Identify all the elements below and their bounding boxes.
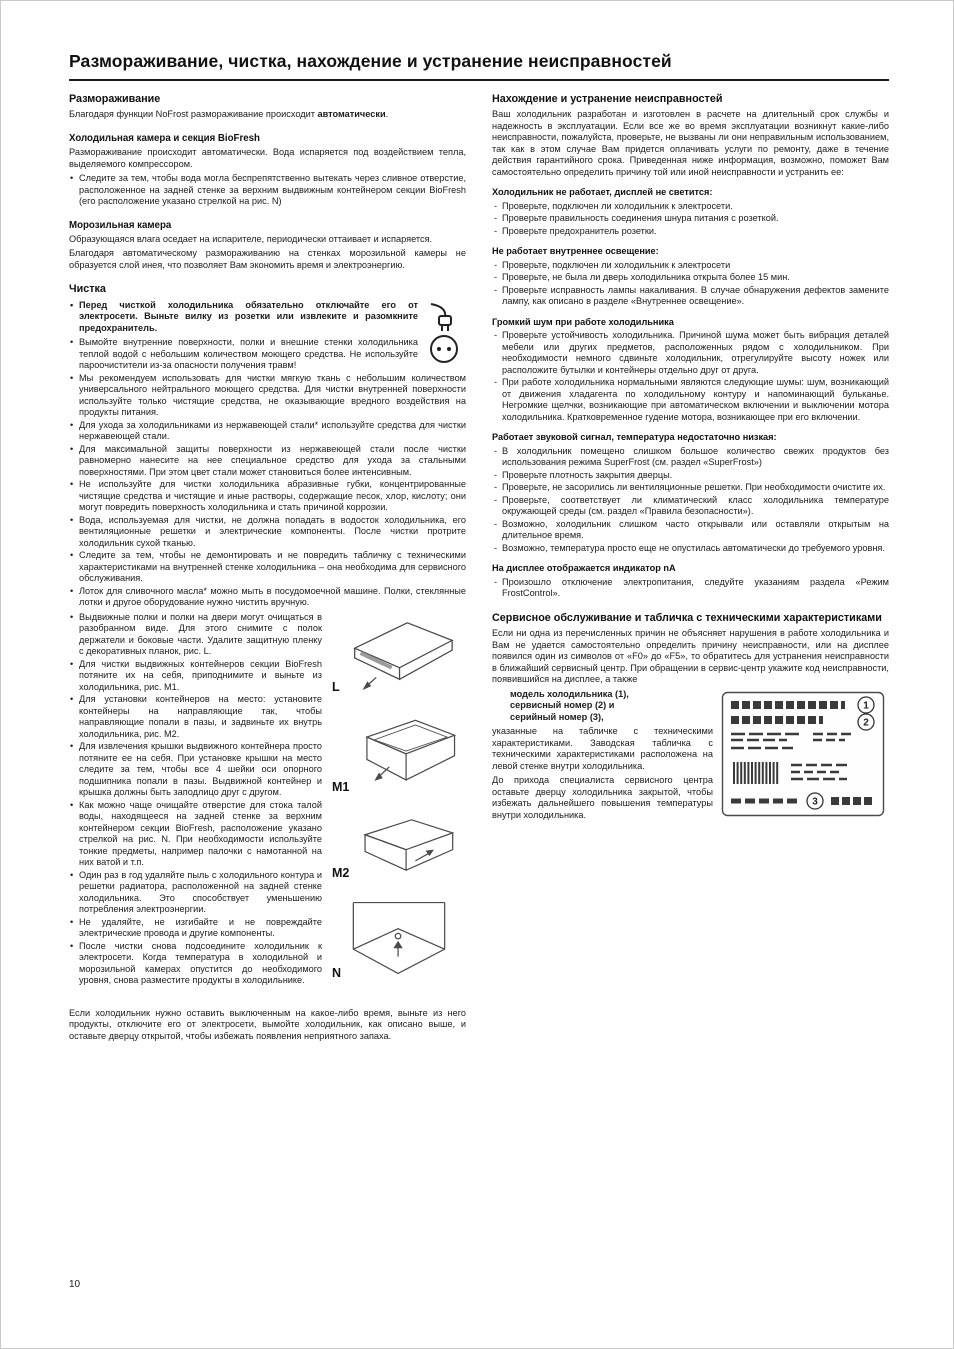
figure-rating-plate xyxy=(721,691,889,817)
service-paragraph-3: До прихода специалиста сервисного центра оставьте дверцу холодильника закрытой, чтобы избежать дальнейшего повышения температуры внутри холодильника. xyxy=(492,775,713,820)
heading-freezer: Морозильная камера xyxy=(69,219,172,231)
heading-service: Сервисное обслуживание и табличка с техническими характеристиками xyxy=(492,611,882,624)
heading-no-light: Не работает внутреннее освещение: xyxy=(492,246,659,257)
bullet-item: • Вымойте внутренние поверхности, полки и внешние стенки холодильника теплой водой с небольшим количеством моющего средства. Не используйте пароочистители из-за опасности получения травм! xyxy=(69,337,466,372)
two-column-layout xyxy=(69,90,889,1045)
bullet-item: - Проверьте, не была ли дверь холодильника открыта более 15 мин. xyxy=(492,272,889,284)
bullet-item: • Для установки контейнеров на место: установите контейнеры на направляющие так, чтобы направляющие попали в пазы, и задвиньте их внутрь холодильника, рис. М2. xyxy=(69,694,466,740)
bullet-item: • Для ухода за холодильниками из нержавеющей стали* используйте средства для чистки нержавеющей стали. xyxy=(69,420,466,443)
heading-troubleshooting: Нахождение и устранение неисправностей xyxy=(492,93,723,105)
fridge-paragraph: Размораживание происходит автоматически. Вода испаряется под воздействием тепла, выделяемого компрессором. xyxy=(69,147,466,169)
bullet-item: • Для извлечения крышки выдвижного контейнера просто потяните ее на себя. При установке крышки на место следите за тем, чтобы все 4 шейки оси опорного подшипника попали в пазы. Выдвижной контейнер и крышка должны быть заподлицо друг с другом. xyxy=(69,741,466,799)
page-title: Размораживание, чистка, нахождение и устранение неисправностей xyxy=(69,51,889,81)
freezer-paragraph-2: Благодаря автоматическому размораживанию на стенках морозильной камеры не образуется слой инея, что позволяет Вам экономить время и электроэнергию. xyxy=(69,248,466,270)
troubleshooting-intro: Ваш холодильник разработан и изготовлен в расчете на длительный срок службы и надежность в эксплуатации. Если все же во время эксплуатации возникнут какие-либо неисправности, пожалуйста, проверьте, не вызваны ли они неправильным использованием, так как в этом случае Вам придется оплачивать услуги по ремонту, даже в течение действия гарантийного срока. Приведенная ниже информация, возможно, поможет Вам самостоятельно определить причину той или иной неисправности и устранить ее: xyxy=(492,109,889,177)
heading-no-power: Холодильник не работает, дисплей не светится: xyxy=(492,187,713,198)
heading-defrost: Размораживание xyxy=(69,93,161,105)
page-content xyxy=(69,51,889,1045)
bullet-item: • Не используйте для чистки холодильника абразивные губки, концентрированные чистящие средства и чистящие и иные растворы, содержащие песок, хлор, кислоту; они могут повредить поверхность холодильника и стать причиной коррозии. xyxy=(69,479,466,514)
plate-callout-1: 1 xyxy=(863,700,869,712)
bullet-item: - При работе холодильника нормальными являются следующие шумы: шум, возникающий от движения хладагента по холодильному контуру и напоминающий бульканье. Негромкие щелчки, возникающие при автоматическом включении и выключении мотора холодильника. Кратковременное гудение мотора, возникающее при его включении. xyxy=(492,377,889,423)
bullet-item: - Проверьте предохранитель розетки. xyxy=(492,226,889,238)
alarm-list xyxy=(492,446,889,555)
service-paragraph-1: Если ни одна из перечисленных причин не объясняет нарушения в работе холодильника и Вам не удается самостоятельно определить причину неисправности, или на дисплее появился один из символов от «F0» до «F5», то обратитесь для устранения неисправности в ближайший сервисный центр. При обращении в сервис-центр укажите код неисправности, появившийся на дисплее, а также xyxy=(492,628,889,685)
heading-cleaning: Чистка xyxy=(69,283,106,296)
figure-n-label: N xyxy=(332,966,342,981)
plate-callout-2: 2 xyxy=(863,717,869,729)
bullet-item: • Мы рекомендуем использовать для чистки мягкую ткань с небольшим количеством универсального нейтрального моющего средства. Для чистки внутренней поверхности используйте только чистящие средства, не оказывающие вредного воздействия на продукты питания. xyxy=(69,373,466,419)
bullet-item: • Для чистки выдвижных контейнеров секции BioFresh потяните их на себя, приподнимите и выньте из холодильника, рис. М1. xyxy=(69,659,466,694)
defrost-text: Благодаря функции NoFrost размораживание происходит xyxy=(69,109,318,120)
heading-na-indicator: На дисплее отображается индикатор nA xyxy=(492,563,676,574)
defrost-bold-text: автоматически xyxy=(317,109,386,120)
bullet-item: • Как можно чаще очищайте отверстие для стока талой воды, находящееся на задней стенке за верхним контейнером секции BioFresh, расположение указано стрелкой на рис. N. При необходимости используйте тонкие предметы, например палочки с намотанной на них ватой и т.п. xyxy=(69,800,466,869)
plate-ref-service-number: сервисный номер (2) и xyxy=(510,700,615,711)
freezer-paragraph-1: Образующаяся влага оседает на испарителе, периодически оттаивает и испаряется. xyxy=(69,233,433,244)
right-column xyxy=(492,90,889,1045)
bullet-item: • После чистки снова подсоедините холодильник к электросети. Когда температура в холодильной и морозильной камерах опустится до необходимого уровня, снова разместите продукты в холодильнике. xyxy=(69,941,466,987)
cleaning-list-b xyxy=(69,612,466,987)
bullet-item: - Проверьте правильность соединения шнура питания с розеткой. xyxy=(492,213,889,225)
left-column xyxy=(69,90,466,1045)
defrost-paragraph xyxy=(69,109,466,121)
cleaning-warning-list xyxy=(69,300,466,335)
closing-paragraph: Если холодильник нужно оставить выключенным на какое-либо время, выньте из него продукты, отключите его от электросети, вымойте холодильник, как описано выше, и оставьте дверцу открытой, чтобы избежать появления неприятного запаха. xyxy=(69,1007,466,1041)
bullet-item: - Проверьте исправность лампы накаливания. В случае обнаружения дефектов замените лампу, как описано в разделе «Внутреннее освещение». xyxy=(492,285,889,308)
cleaning-list-a xyxy=(69,337,466,609)
bullet-item: • Вода, используемая для чистки, не должна попадать в водосток холодильника, его вентиляционные решетки и электрические компоненты. После чистки протрите холодильник сухой тканью. xyxy=(69,515,466,550)
bullet-item: - Произошло отключение электропитания, следуйте указаниям раздела «Режим FrostControl». xyxy=(492,577,889,600)
bullet-item: - Проверьте, соответствует ли климатический класс холодильника температуре окружающей среды (см. раздел «Правила безопасности»). xyxy=(492,495,889,518)
noise-list xyxy=(492,330,889,423)
bullet-item: • Следите за тем, чтобы не демонтировать и не повредить табличку с техническими характеристиками на внутренней стенке холодильника – она необходима для сервисного обслуживания. xyxy=(69,550,466,585)
heading-fridge-biofresh: Холодильная камера и секция BioFresh xyxy=(69,132,260,144)
bullet-item: - Проверьте устойчивость холодильника. Причиной шума может быть вибрация деталей мебели или других предметов, расположенных рядом с холодильником. При необходимости немного сдвиньте холодильник, отрегулируйте высоту ножек или расположите бутылки и контейнеры отдельно друг от друга. xyxy=(492,330,889,376)
bullet-item: • Один раз в год удаляйте пыль с холодильного контура и решетки радиатора, расположенной на задней стенке холодильника. Это способствует уменьшению потребления электроэнергии. xyxy=(69,870,466,916)
fridge-list xyxy=(69,173,466,208)
heading-alarm: Работает звуковой сигнал, температура недостаточно низкая: xyxy=(492,432,777,443)
no-power-list xyxy=(492,201,889,238)
plate-callout-3: 3 xyxy=(812,796,818,808)
bullet-item: - Проверьте плотность закрытия дверцы. xyxy=(492,470,889,482)
bullet-item: • Следите за тем, чтобы вода могла беспрепятственно вытекать через сливное отверстие, расположенное на задней стенке за верхним выдвижным контейнером секции BioFresh (его расположение указано стрелкой на рис. N) xyxy=(69,173,466,208)
figure-m2-label: M2 xyxy=(332,866,350,881)
bullet-item: - В холодильник помещено слишком большое количество свежих продуктов без использования режима SuperFrost (см. раздел «SuperFrost») xyxy=(492,446,889,469)
bullet-item: • Выдвижные полки и полки на двери могут очищаться в разобранном виде. Для этого снимите с полок держатели и боковые части. Удалите защитную пленку с декоративных планок, рис. L. xyxy=(69,612,466,658)
heading-noise: Громкий шум при работе холодильника xyxy=(492,316,674,327)
na-indicator-list xyxy=(492,577,889,600)
figure-m1-label: M1 xyxy=(332,780,350,795)
plate-ref-model: модель холодильника (1), xyxy=(510,688,629,699)
service-paragraph-2: указанные на табличке с техническими характеристиками. Заводская табличка с техническими характеристиками расположена на левой стенке внутри холодильника. xyxy=(492,726,713,771)
bullet-item: - Возможно, холодильник слишком часто открывали или оставляли открытым на длительное время. xyxy=(492,519,889,542)
page-number: 10 xyxy=(69,1279,81,1290)
bullet-item: - Проверьте, не засорились ли вентиляционные решетки. При необходимости очистите их. xyxy=(492,482,889,494)
bullet-item: - Проверьте, подключен ли холодильник к электросети. xyxy=(492,201,889,213)
bullet-item: • Лоток для сливочного масла* можно мыть в посудомоечной машине. Полки, стеклянные лотки и другое оборудование нужно чистить вручную. xyxy=(69,586,466,609)
bullet-item: - Проверьте, подключен ли холодильник к электросети xyxy=(492,260,889,272)
figure-l-label: L xyxy=(332,680,340,695)
bullet-item: • Для максимальной защиты поверхности из нержавеющей стали после чистки равномерно нанесите на нее специальное средство для ухода за стальными поверхностями. При этом цвет стали может становиться более интенсивным. xyxy=(69,444,466,479)
plate-ref-serial-number: серийный номер (3), xyxy=(510,711,604,722)
rating-plate-illustration xyxy=(721,691,885,817)
no-light-list xyxy=(492,260,889,308)
bullet-item: • Не удаляйте, не изгибайте и не повреждайте электрические провода и другие компоненты. xyxy=(69,917,466,940)
bullet-item: - Возможно, температура просто еще не опустилась автоматически до требуемого уровня. xyxy=(492,543,889,555)
cleaning-warning: • Перед чисткой холодильника обязательно отключайте его от электросети. Выньте вилку из розетки или извлеките и разомкните предохранитель. xyxy=(69,300,466,335)
defrost-text-end: . xyxy=(385,109,389,120)
